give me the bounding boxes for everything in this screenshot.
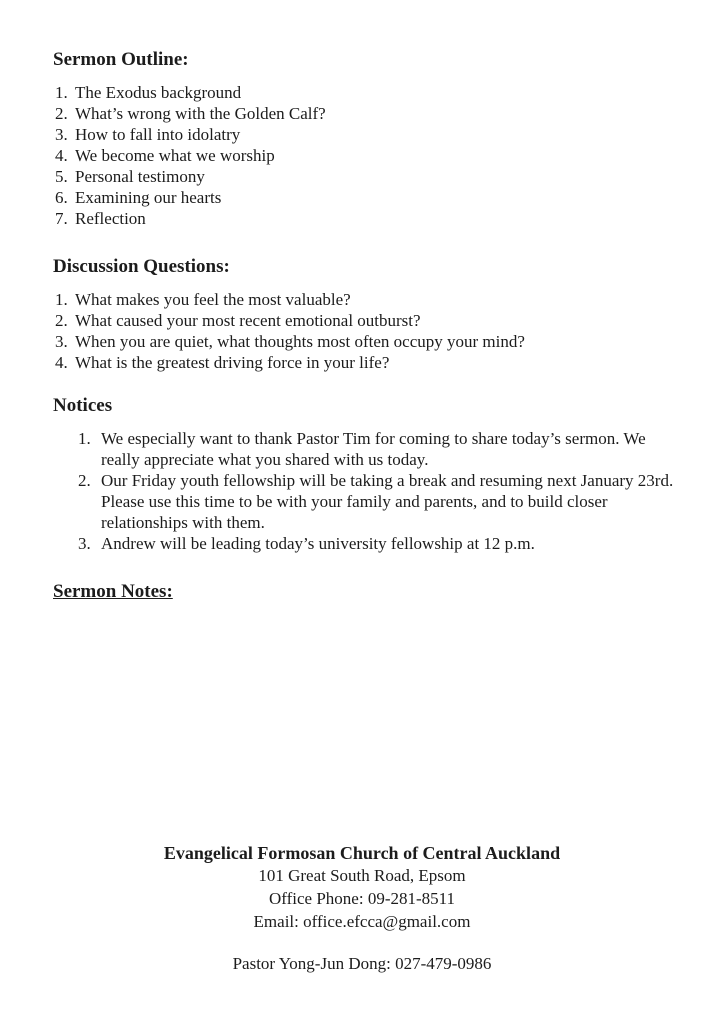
pastor-contact: Pastor Yong-Jun Dong: 027-479-0986 (232, 954, 492, 974)
section-discussion-questions (53, 255, 696, 373)
office-email: Email: office.efcca@gmail.com (253, 911, 471, 931)
section-spacer (53, 229, 696, 255)
section-sermon-outline (53, 48, 696, 229)
sermon-outline-item: 7. Reflection (72, 208, 696, 229)
notes-blank-space (53, 614, 696, 842)
discussion-question-item: 3. When you are quiet, what thoughts most often occupy your mind? (72, 331, 696, 352)
notice-item: 3. Andrew will be leading today’s university fellowship at 12 p.m. (95, 533, 679, 554)
sermon-outline-item: 4. We become what we worship (72, 145, 696, 166)
footer-contact-block (53, 842, 671, 976)
section-spacer (53, 554, 696, 580)
discussion-question-item: 4. What is the greatest driving force in your life? (72, 352, 696, 373)
church-address: 101 Great South Road, Epsom (258, 866, 466, 886)
discussion-question-item: 1. What makes you feel the most valuable? (72, 289, 696, 310)
discussion-questions-heading: Discussion Questions: (53, 256, 230, 278)
notices-heading: Notices (53, 394, 113, 416)
sermon-outline-list (53, 82, 696, 230)
section-sermon-notes (53, 580, 696, 604)
sermon-notes-heading: Sermon Notes: (53, 580, 173, 602)
sermon-outline-heading: Sermon Outline: (53, 49, 189, 70)
sermon-outline-item: 6. Examining our hearts (72, 187, 696, 208)
section-spacer (53, 373, 696, 394)
notice-item: 1. We especially want to thank Pastor Tim for coming to share today’s sermon. We really appreciate what you shared with us today. (95, 428, 679, 470)
discussion-question-item: 2. What caused your most recent emotional outburst? (72, 310, 696, 331)
church-name: Evangelical Formosan Church of Central Auckland (163, 842, 561, 863)
sermon-outline-item: 3. How to fall into idolatry (72, 124, 696, 145)
section-notices (53, 394, 696, 554)
sermon-outline-item: 1. The Exodus background (72, 82, 696, 103)
discussion-questions-list (53, 289, 696, 373)
sermon-outline-item: 2. What’s wrong with the Golden Calf? (72, 103, 696, 124)
office-phone: Office Phone: 09-281-8511 (268, 889, 456, 909)
notices-list (53, 428, 696, 554)
sermon-outline-item: 5. Personal testimony (72, 166, 696, 187)
notice-item: 2. Our Friday youth fellowship will be taking a break and resuming next January 23rd. Please use this time to be with your family and parents, and to build closer relationships with them. (95, 470, 679, 533)
